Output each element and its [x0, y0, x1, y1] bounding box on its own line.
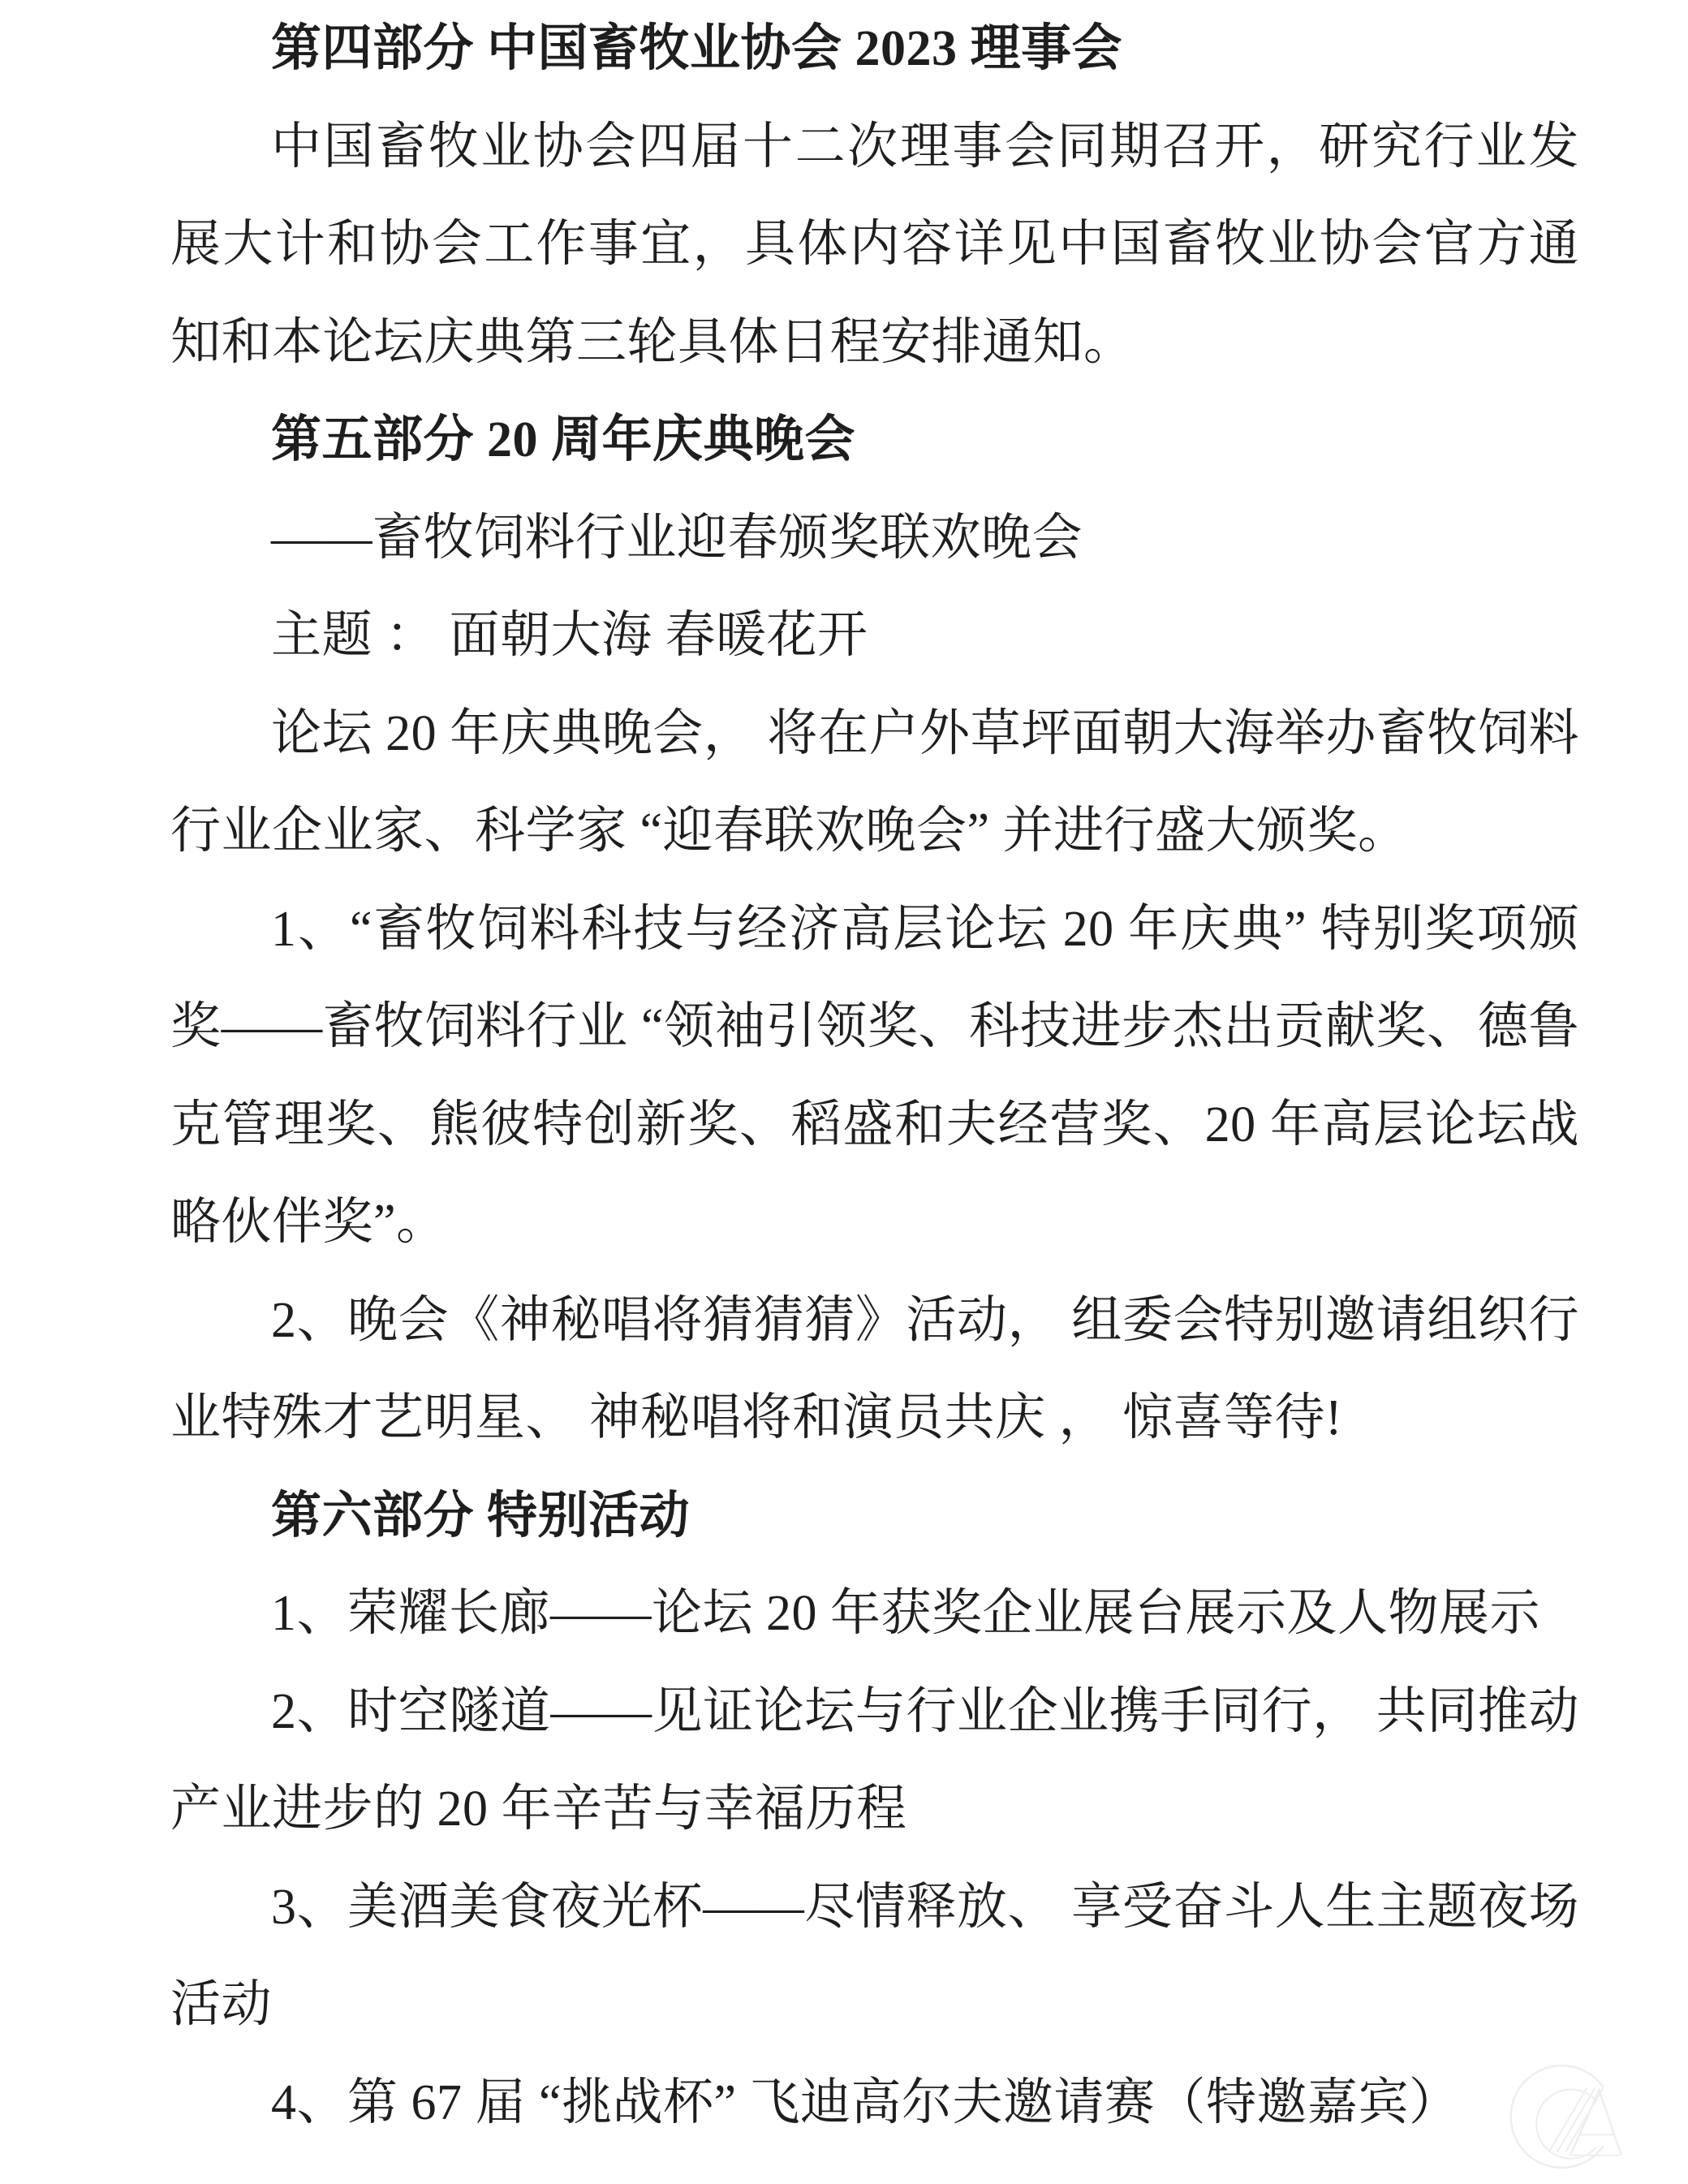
paragraph-gala-intro: 论坛 20 年庆典晚会， 将在户外草坪面朝大海举办畜牧饲料行业企业家、科学家 “迎春联欢晚会” 并进行盛大颁奖。: [170, 705, 1579, 859]
paragraph-special-item3-night-event: 3、美酒美食夜光杯——尽情释放、 享受奋斗人生主题夜场活动: [170, 1879, 1579, 2032]
section-heading-part4: 第四部分 中国畜牧业协会 2023 理事会: [271, 21, 1123, 76]
paragraph-gala-item2-mystery-singer: 2、晚会《神秘唱将猜猜猜》活动， 组委会特别邀请组织行业特殊才艺明星、 神秘唱将和演员共庆 ， 惊喜等待!: [170, 1292, 1579, 1445]
paragraph-special-item4-golf: 4、第 67 届 “挑战杯” 飞迪高尔夫邀请赛（特邀嘉宾）: [271, 2074, 1460, 2130]
paragraph-special-item2-time-tunnel: 2、时空隧道——见证论坛与行业企业携手同行， 共同推动产业进步的 20 年辛苦与幸福历程: [170, 1683, 1579, 1837]
paragraph-gala-theme: 主题 ： 面朝大海 春暖花开: [271, 608, 868, 663]
paragraph-gala-item1-awards: 1、“畜牧饲料科技与经济高层论坛 20 年庆典” 特别奖项颁奖——畜牧饲料行业 “领袖引领奖、科技进步杰出贡献奖、德鲁克管理奖、熊彼特创新奖、稻盛和夫经营奖、20 年高层论坛战略伙伴奖”。: [170, 901, 1579, 1250]
paragraph-gala-subtitle: ——畜牧饲料行业迎春颁奖联欢晚会: [271, 510, 1083, 566]
paragraph-council-meeting: 中国畜牧业协会四届十二次理事会同期召开，研究行业发展大计和协会工作事宜，具体内容详见中国畜牧业协会官方通知和本论坛庆典第三轮具体日程安排通知。: [170, 118, 1579, 370]
section-heading-part5: 第五部分 20 周年庆典晚会: [271, 412, 856, 467]
paragraph-special-item1-honor-gallery: 1、荣耀长廊——论坛 20 年获奖企业展台展示及人物展示: [271, 1586, 1541, 1641]
section-heading-part6: 第六部分 特别活动: [271, 1488, 691, 1544]
